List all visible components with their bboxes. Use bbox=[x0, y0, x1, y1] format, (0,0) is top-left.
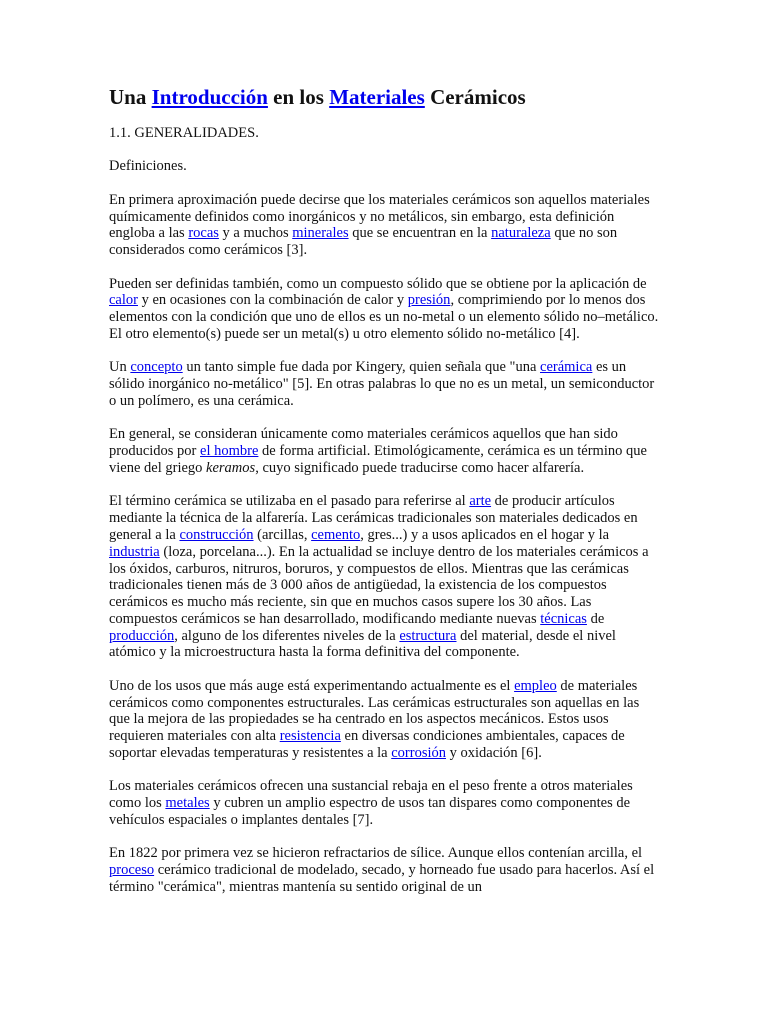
link-concepto[interactable]: concepto bbox=[130, 359, 183, 376]
link-resistencia[interactable]: resistencia bbox=[279, 728, 341, 745]
link-empleo[interactable]: empleo bbox=[514, 677, 557, 694]
link-calor[interactable]: calor bbox=[109, 292, 138, 309]
link-industria[interactable]: industria bbox=[109, 543, 160, 560]
link-cemento[interactable]: cemento bbox=[311, 526, 361, 543]
link-introduccion[interactable]: Introducción bbox=[151, 85, 268, 109]
link-produccion[interactable]: producción bbox=[109, 627, 175, 644]
link-proceso[interactable]: proceso bbox=[109, 862, 155, 879]
paragraph-2: Pueden ser definidas también, como un compuesto sólido que se obtiene por la aplicación de calor y en ocasiones con la combinación de calor y presión, comprimiendo por lo menos dos elementos con la condición que uno de ellos es un no-metal o un elemento sólido no–metálico. El otro elemento(s) puede ser un metal(s) u otro elemento sólido no-metálico [4]. bbox=[109, 275, 659, 342]
paragraph-6: Uno de los usos que más auge está experimentando actualmente es el empleo de materiales cerámicos como componentes estructurales. Las cerámicas estructurales son aquellas en las que la mejora de las propiedades se ha centrado en los aspectos mecánicos. Estos usos requieren materiales con alta resistencia en diversas condiciones ambientales, capaces de soportar elevadas temperaturas y resistentes a la corrosión y oxidación [6]. bbox=[109, 677, 640, 762]
paragraph-8: En 1822 por primera vez se hicieron refractarios de sílice. Aunque ellos contenían arcilla, el proceso cerámico tradicional de modelado, secado, y horneado fue usado para hacerlos. Así el término "cerámica", mientras mantenía su sentido original de un bbox=[109, 845, 655, 896]
link-el-hombre[interactable]: el hombre bbox=[200, 443, 259, 460]
link-arte[interactable]: arte bbox=[469, 493, 492, 510]
paragraph-3: Un concepto un tanto simple fue dada por Kingery, quien señala que "una cerámica es un sólido inorgánico no-metálico" [5]. En otras palabras lo que no es un metal, un semiconductor o un polímero, es una cerámica. bbox=[109, 359, 655, 409]
paragraph-1: En primera aproximación puede decirse que los materiales cerámicos son aquellos materiales químicamente definidos como inorgánicos y no metálicos, sin embargo, esta definición engloba a las rocas y a muchos minerales que se encuentran en la naturaleza que no son considerados como cerámicos [3]. bbox=[109, 191, 650, 259]
page-title: Una Introducción en los Materiales Cerámicos bbox=[109, 85, 526, 109]
term-keramos: keramos bbox=[206, 459, 256, 476]
link-ceramica[interactable]: cerámica bbox=[540, 359, 593, 376]
paragraph-5: El término cerámica se utilizaba en el pasado para referirse al arte de producir artículos mediante la técnica de la alfarería. Las cerámicas tradicionales son materiales dedicados en general a la construcción (arcillas, cemento, gres...) y a usos aplicados en el hogar y la industria (loza, porcelana...). En la actualidad se incluye dentro de los materiales cerámicos a los óxidos, carburos, nitruros, boruros, y compuestos de ellos. Mientras que las cerámicas tradicionales tienen más de 3 000 años de antigüedad, la existencia de los compuestos cerámicos es mucho más reciente, sin que en muchos casos supere los 30 años. Las compuestos cerámicos se han desarrollado, modificando mediante nuevas técnicas de producción, alguno de los diferentes niveles de la estructura del material, desde el nivel atómico y la microestructura hasta la forma definitiva del componente. bbox=[109, 493, 649, 661]
paragraph-7: Los materiales cerámicos ofrecen una sustancial rebaja en el peso frente a otros materiales como los metales y cubren un amplio espectro de usos tan dispares como componentes de vehículos espaciales o implantes dentales [7]. bbox=[109, 778, 633, 829]
link-rocas[interactable]: rocas bbox=[188, 225, 219, 242]
link-construccion[interactable]: construcción bbox=[179, 526, 254, 543]
subheading-definiciones: Definiciones. bbox=[109, 158, 187, 175]
link-minerales[interactable]: minerales bbox=[292, 225, 349, 242]
link-presion[interactable]: presión bbox=[407, 292, 451, 309]
link-metales[interactable]: metales bbox=[165, 795, 210, 812]
link-naturaleza[interactable]: naturaleza bbox=[491, 225, 551, 242]
link-corrosion[interactable]: corrosión bbox=[391, 745, 446, 762]
link-estructura[interactable]: estructura bbox=[399, 627, 457, 644]
paragraph-4: En general, se consideran únicamente como materiales cerámicos aquellos que han sido producidos por el hombre de forma artificial. Etimológicamente, cerámica es un término que viene del griego keramos, cuyo significado puede traducirse como hacer alfarería. bbox=[109, 426, 647, 476]
link-materiales[interactable]: Materiales bbox=[329, 85, 425, 109]
document-page bbox=[109, 82, 661, 912]
section-heading: 1.1. GENERALIDADES. bbox=[109, 125, 259, 141]
link-tecnicas[interactable]: técnicas bbox=[540, 610, 587, 627]
